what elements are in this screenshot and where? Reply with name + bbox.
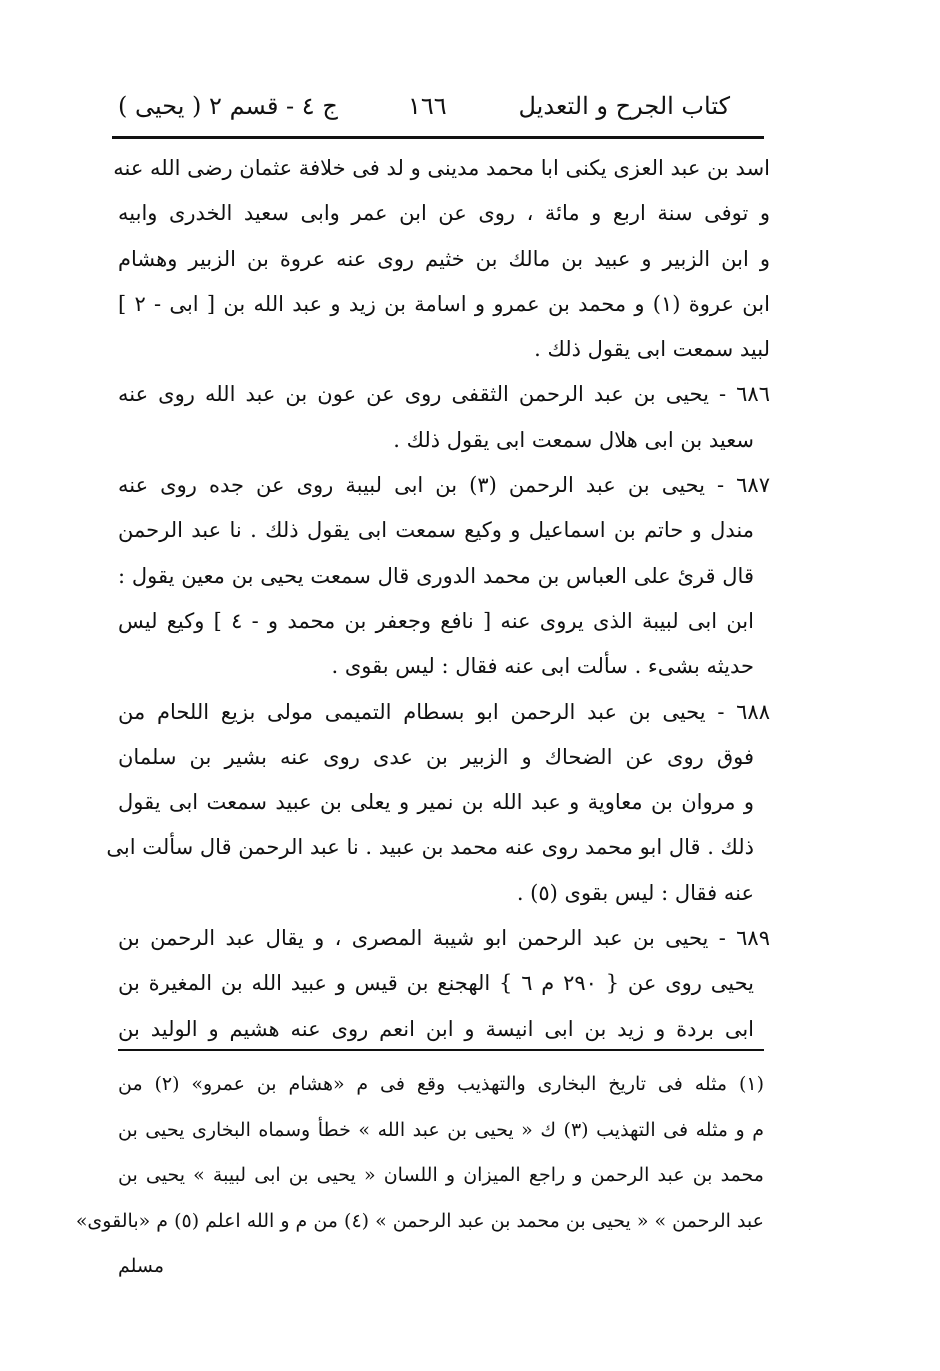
text-line: اسد بن عبد العزى يكنى ابا محمد مدينى و لد فى خلافة عثمان رضى الله عنه <box>113 156 770 180</box>
text-line: عنه فقال : ليس بقوى (٥) . <box>516 880 754 905</box>
footnote-line: مسلم <box>118 1255 165 1277</box>
entry-689-line: ٦٨٩ - يحيى بن عبد الرحمن ابو شيبة المصرى ، و يقال عبد الرحمن بن <box>118 926 770 951</box>
text-line: و مروان بن معاوية و عبد الله بن نمير و يعلى بن عبيد سمعت ابى يقول <box>118 790 754 815</box>
text-line: فوق روى عن الضحاك و الزبير بن عدى روى عنه بشير بن سلمان <box>118 744 754 769</box>
header-rule <box>112 136 764 139</box>
text-line: ابى بردة و زيد بن ابى انيسة و ابن انعم روى عنه هشيم و الوليد بن <box>118 1016 754 1041</box>
footnote-rule <box>118 1049 764 1051</box>
footnote-line: محمد بن عبد الرحمن و راجع الميزان و اللسان « يحيى بن ابى لبيبة » يحيى بن <box>118 1164 764 1186</box>
volume-section: ( يحيى ) ج ٤ - قسم ٢ <box>118 92 338 120</box>
text-line: يحيى روى عن { ٢٩٠ م ٦ } الهجنع بن قيس و عبيد الله بن المغيرة بن <box>118 971 754 996</box>
text-line: ابن ابى لبيبة الذى يروى عنه [ نافع وجعفر بن محمد و - ٤ ] وكيع ليس <box>118 608 754 633</box>
running-header <box>118 86 730 128</box>
text-line: مندل و حاتم بن اسماعيل و وكيع سمعت ابى يقول ذلك . نا عبد الرحمن <box>118 518 754 543</box>
text-line: سعيد بن ابى هلال سمعت ابى يقول ذلك . <box>393 427 754 452</box>
main-text <box>106 146 770 1052</box>
book-title: كتاب الجرح و التعديل <box>518 92 730 120</box>
text-line: قال قرئ على العباس بن محمد الدورى قال سمعت يحيى بن معين يقول : <box>118 563 754 588</box>
text-line: ذلك . قال ابو محمد روى عنه محمد بن عبيد . نا عبد الرحمن قال سألت ابى <box>106 835 754 860</box>
text-line: لبيد سمعت ابى يقول ذلك . <box>534 337 770 362</box>
page-number: ١٦٦ <box>408 92 447 120</box>
footnotes <box>75 1062 764 1290</box>
entry-687-line: ٦٨٧ - يحيى بن عبد الرحمن (٣) بن ابى لبيبة روى عن جده روى عنه <box>118 473 770 498</box>
text-line: ابن عروة (١) و محمد بن عمرو و اسامة بن زيد و عبد الله بن [ ابى - ٢ ] <box>118 291 770 316</box>
text-line: و ابن الزبير و عبيد بن مالك بن خثيم روى عنه عروة بن الزبير وهشام <box>118 246 770 271</box>
text-line: و توفى سنة اربع و مائة ، روى عن ابن عمر وابى سعيد الخدرى وابيه <box>118 201 770 226</box>
entry-686-line: ٦٨٦ - يحيى بن عبد الرحمن الثقفى روى عن عون بن عبد الله روى عنه <box>118 382 770 407</box>
footnote-line: عبد الرحمن » « يحيى بن محمد بن عبد الرحمن » (٤) من م و الله اعلم (٥) م «بالقوى» <box>75 1209 764 1232</box>
footnote-line: (١) مثله فى تاريخ البخارى والتهذيب وقع فى م «هشام بن عمرو» (٢) من <box>118 1073 764 1095</box>
text-line: حديثه بشىء . سألت ابى عنه فقال : ليس بقوى . <box>331 654 754 679</box>
footnote-line: م و مثله فى التهذيب (٣) ك « يحيى بن عبد الله » خطأ وسماه البخارى يحيى بن <box>118 1118 764 1141</box>
entry-688-line: ٦٨٨ - يحيى بن عبد الرحمن ابو بسطام التميمى مولى بزيع اللحام من <box>118 699 770 724</box>
